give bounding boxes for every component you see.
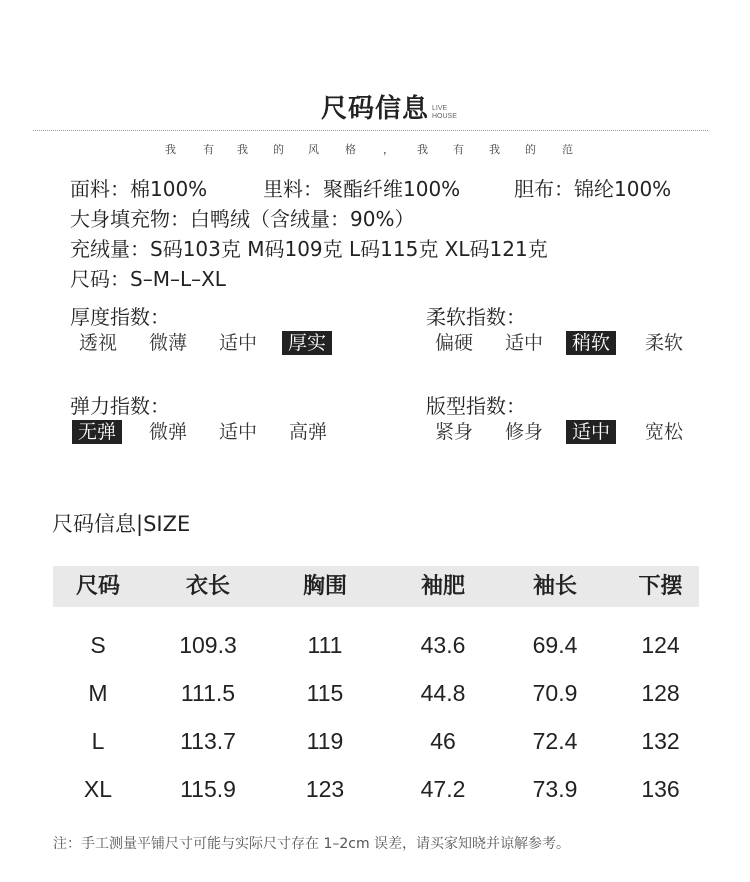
spec-sizes: 尺码：S–M–L–XL — [70, 267, 226, 291]
column-header: 下摆 — [638, 574, 683, 599]
fit-option: 宽松 — [645, 421, 684, 443]
table-cell: 113.7 — [180, 728, 236, 754]
table-cell: 109.3 — [179, 632, 237, 658]
thickness-option: 微薄 — [149, 332, 188, 354]
elasticity-option-selected: 无弹 — [72, 420, 122, 444]
table-cell: 128 — [641, 680, 680, 706]
table-row — [53, 769, 699, 809]
table-cell: 47.2 — [420, 776, 466, 802]
table-cell: 44.8 — [420, 680, 466, 706]
thickness-option-selected: 厚实 — [282, 331, 332, 355]
table-cell: 115.9 — [180, 776, 236, 802]
table-cell: 111.5 — [180, 680, 236, 706]
column-header: 衣长 — [185, 574, 230, 599]
elasticity-index-title: 弹力指数： — [70, 394, 170, 418]
table-cell: 73.9 — [532, 776, 578, 802]
slogan-char: 我 — [237, 143, 248, 156]
spec-lining: 里料：聚酯纤维100% — [263, 177, 461, 201]
softness-option: 偏硬 — [435, 332, 474, 354]
slogan-char: 我 — [489, 143, 500, 156]
dotted-divider — [33, 130, 708, 131]
column-header: 袖长 — [532, 574, 577, 599]
slogan-char: ， — [383, 143, 394, 156]
fit-option-selected: 适中 — [566, 420, 616, 444]
spec-fill-weight: 充绒量：S码103克 M码109克 L码115克 XL码121克 — [70, 237, 548, 261]
softness-index-title: 柔软指数： — [426, 305, 526, 329]
table-cell: XL — [83, 776, 113, 802]
page-title: 尺码信息 — [320, 94, 429, 124]
fit-index-title: 版型指数： — [426, 394, 526, 418]
fit-option: 紧身 — [435, 421, 474, 443]
table-cell: 136 — [641, 776, 680, 802]
elasticity-option: 微弹 — [149, 421, 188, 443]
size-section-title: 尺码信息|SIZE — [52, 512, 191, 536]
table-cell: 119 — [306, 728, 344, 754]
thickness-option: 适中 — [219, 332, 258, 354]
slogan-char: 有 — [453, 143, 464, 156]
table-row — [53, 721, 699, 761]
slogan-char: 我 — [417, 143, 428, 156]
slogan-char: 的 — [525, 143, 536, 156]
slogan-char: 的 — [273, 143, 284, 156]
table-cell: 43.6 — [420, 632, 466, 658]
table-cell: M — [88, 680, 108, 706]
brand-line-2: HOUSE — [432, 113, 457, 120]
table-cell: L — [91, 728, 105, 754]
table-cell: 69.4 — [532, 632, 578, 658]
table-cell: S — [90, 632, 106, 658]
measurement-note: 注：手工测量平铺尺寸可能与实际尺寸存在 1–2cm 误差，请买家知晓并谅解参考。 — [53, 836, 571, 852]
slogan-char: 有 — [203, 143, 214, 156]
fit-option: 修身 — [505, 421, 544, 443]
slogan-char: 格 — [345, 143, 356, 156]
softness-option-selected: 稍软 — [566, 331, 616, 355]
thickness-option: 透视 — [79, 332, 118, 354]
elasticity-option: 适中 — [219, 421, 258, 443]
spec-inner-cloth: 胆布：锦纶100% — [514, 177, 672, 201]
elasticity-option: 高弹 — [289, 421, 328, 443]
table-cell: 111 — [307, 632, 343, 658]
table-cell: 124 — [641, 632, 680, 658]
column-header: 尺码 — [75, 574, 120, 599]
table-cell: 70.9 — [532, 680, 578, 706]
table-row — [53, 673, 699, 713]
spec-filling: 大身填充物：白鸭绒（含绒量：90%） — [70, 207, 415, 231]
softness-option: 柔软 — [645, 332, 684, 354]
softness-option: 适中 — [505, 332, 544, 354]
thickness-index-title: 厚度指数： — [70, 305, 170, 329]
table-cell: 132 — [641, 728, 680, 754]
brand-line-1: LIVE — [432, 105, 448, 112]
brand-logo — [432, 105, 457, 121]
table-cell: 115 — [306, 680, 344, 706]
spec-fabric: 面料：棉100% — [70, 177, 208, 201]
slogan-char: 风 — [308, 143, 319, 156]
table-cell: 72.4 — [532, 728, 578, 754]
size-table-header — [53, 566, 699, 607]
table-cell: 123 — [305, 776, 345, 802]
table-cell: 46 — [430, 728, 456, 754]
slogan-char: 范 — [562, 143, 573, 156]
table-row — [53, 625, 699, 665]
column-header: 胸围 — [302, 574, 347, 599]
slogan-char: 我 — [165, 143, 176, 156]
column-header: 袖肥 — [420, 574, 465, 599]
